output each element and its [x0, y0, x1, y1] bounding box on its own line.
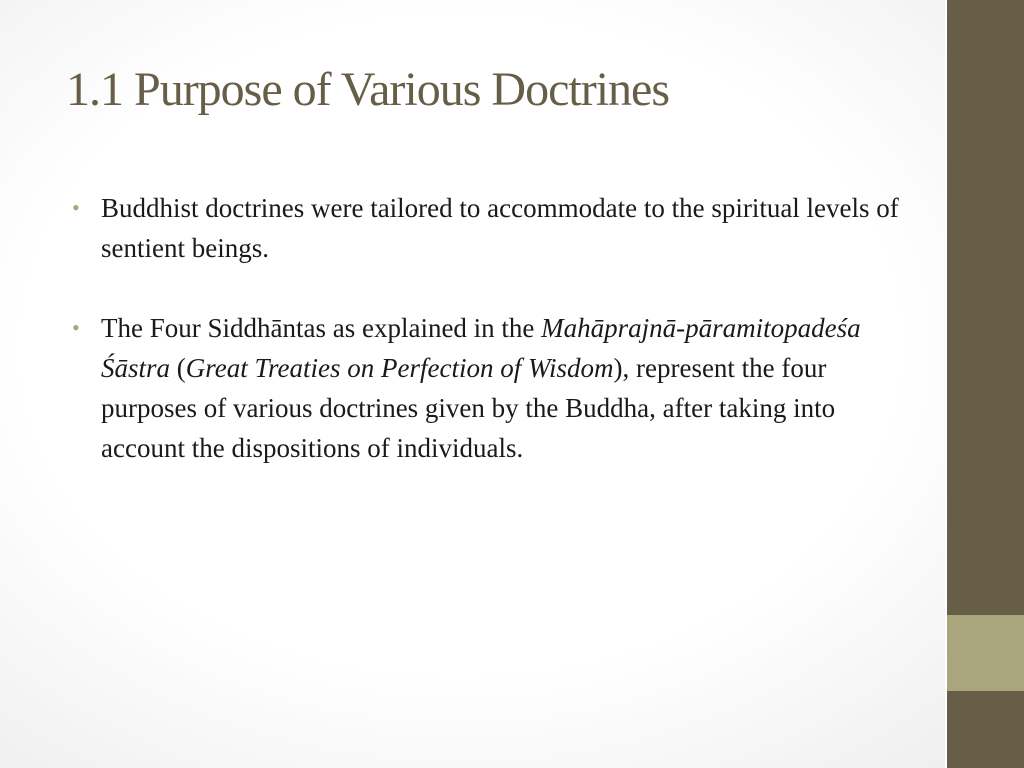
bullet-dot-icon: • — [72, 195, 80, 220]
slide-title: 1.1 Purpose of Various Doctrines — [66, 63, 670, 116]
bullet-list — [72, 188, 902, 508]
bullet-text: Buddhist doctrines were tailored to accommodate to the spiritual levels of sentient beings. — [101, 193, 899, 263]
bullet-text-part: The Four Siddhāntas as explained in the — [101, 313, 542, 343]
bullet-dot-icon: • — [72, 315, 80, 340]
bullet-item — [72, 188, 902, 268]
bullet-item — [72, 308, 902, 468]
bullet-italic-title: Mahāprajnā-pāramitopadeśa Śāstra — [101, 313, 861, 383]
bullet-text-part: ), represent the four purposes of various doctrines given by the Buddha, after taking into account the dispositions of individuals. — [101, 353, 836, 463]
sidebar-accent-block — [947, 615, 1024, 691]
bullet-text-part: ( — [170, 353, 186, 383]
bullet-italic-translation: Great Treaties on Perfection of Wisdom — [185, 353, 614, 383]
